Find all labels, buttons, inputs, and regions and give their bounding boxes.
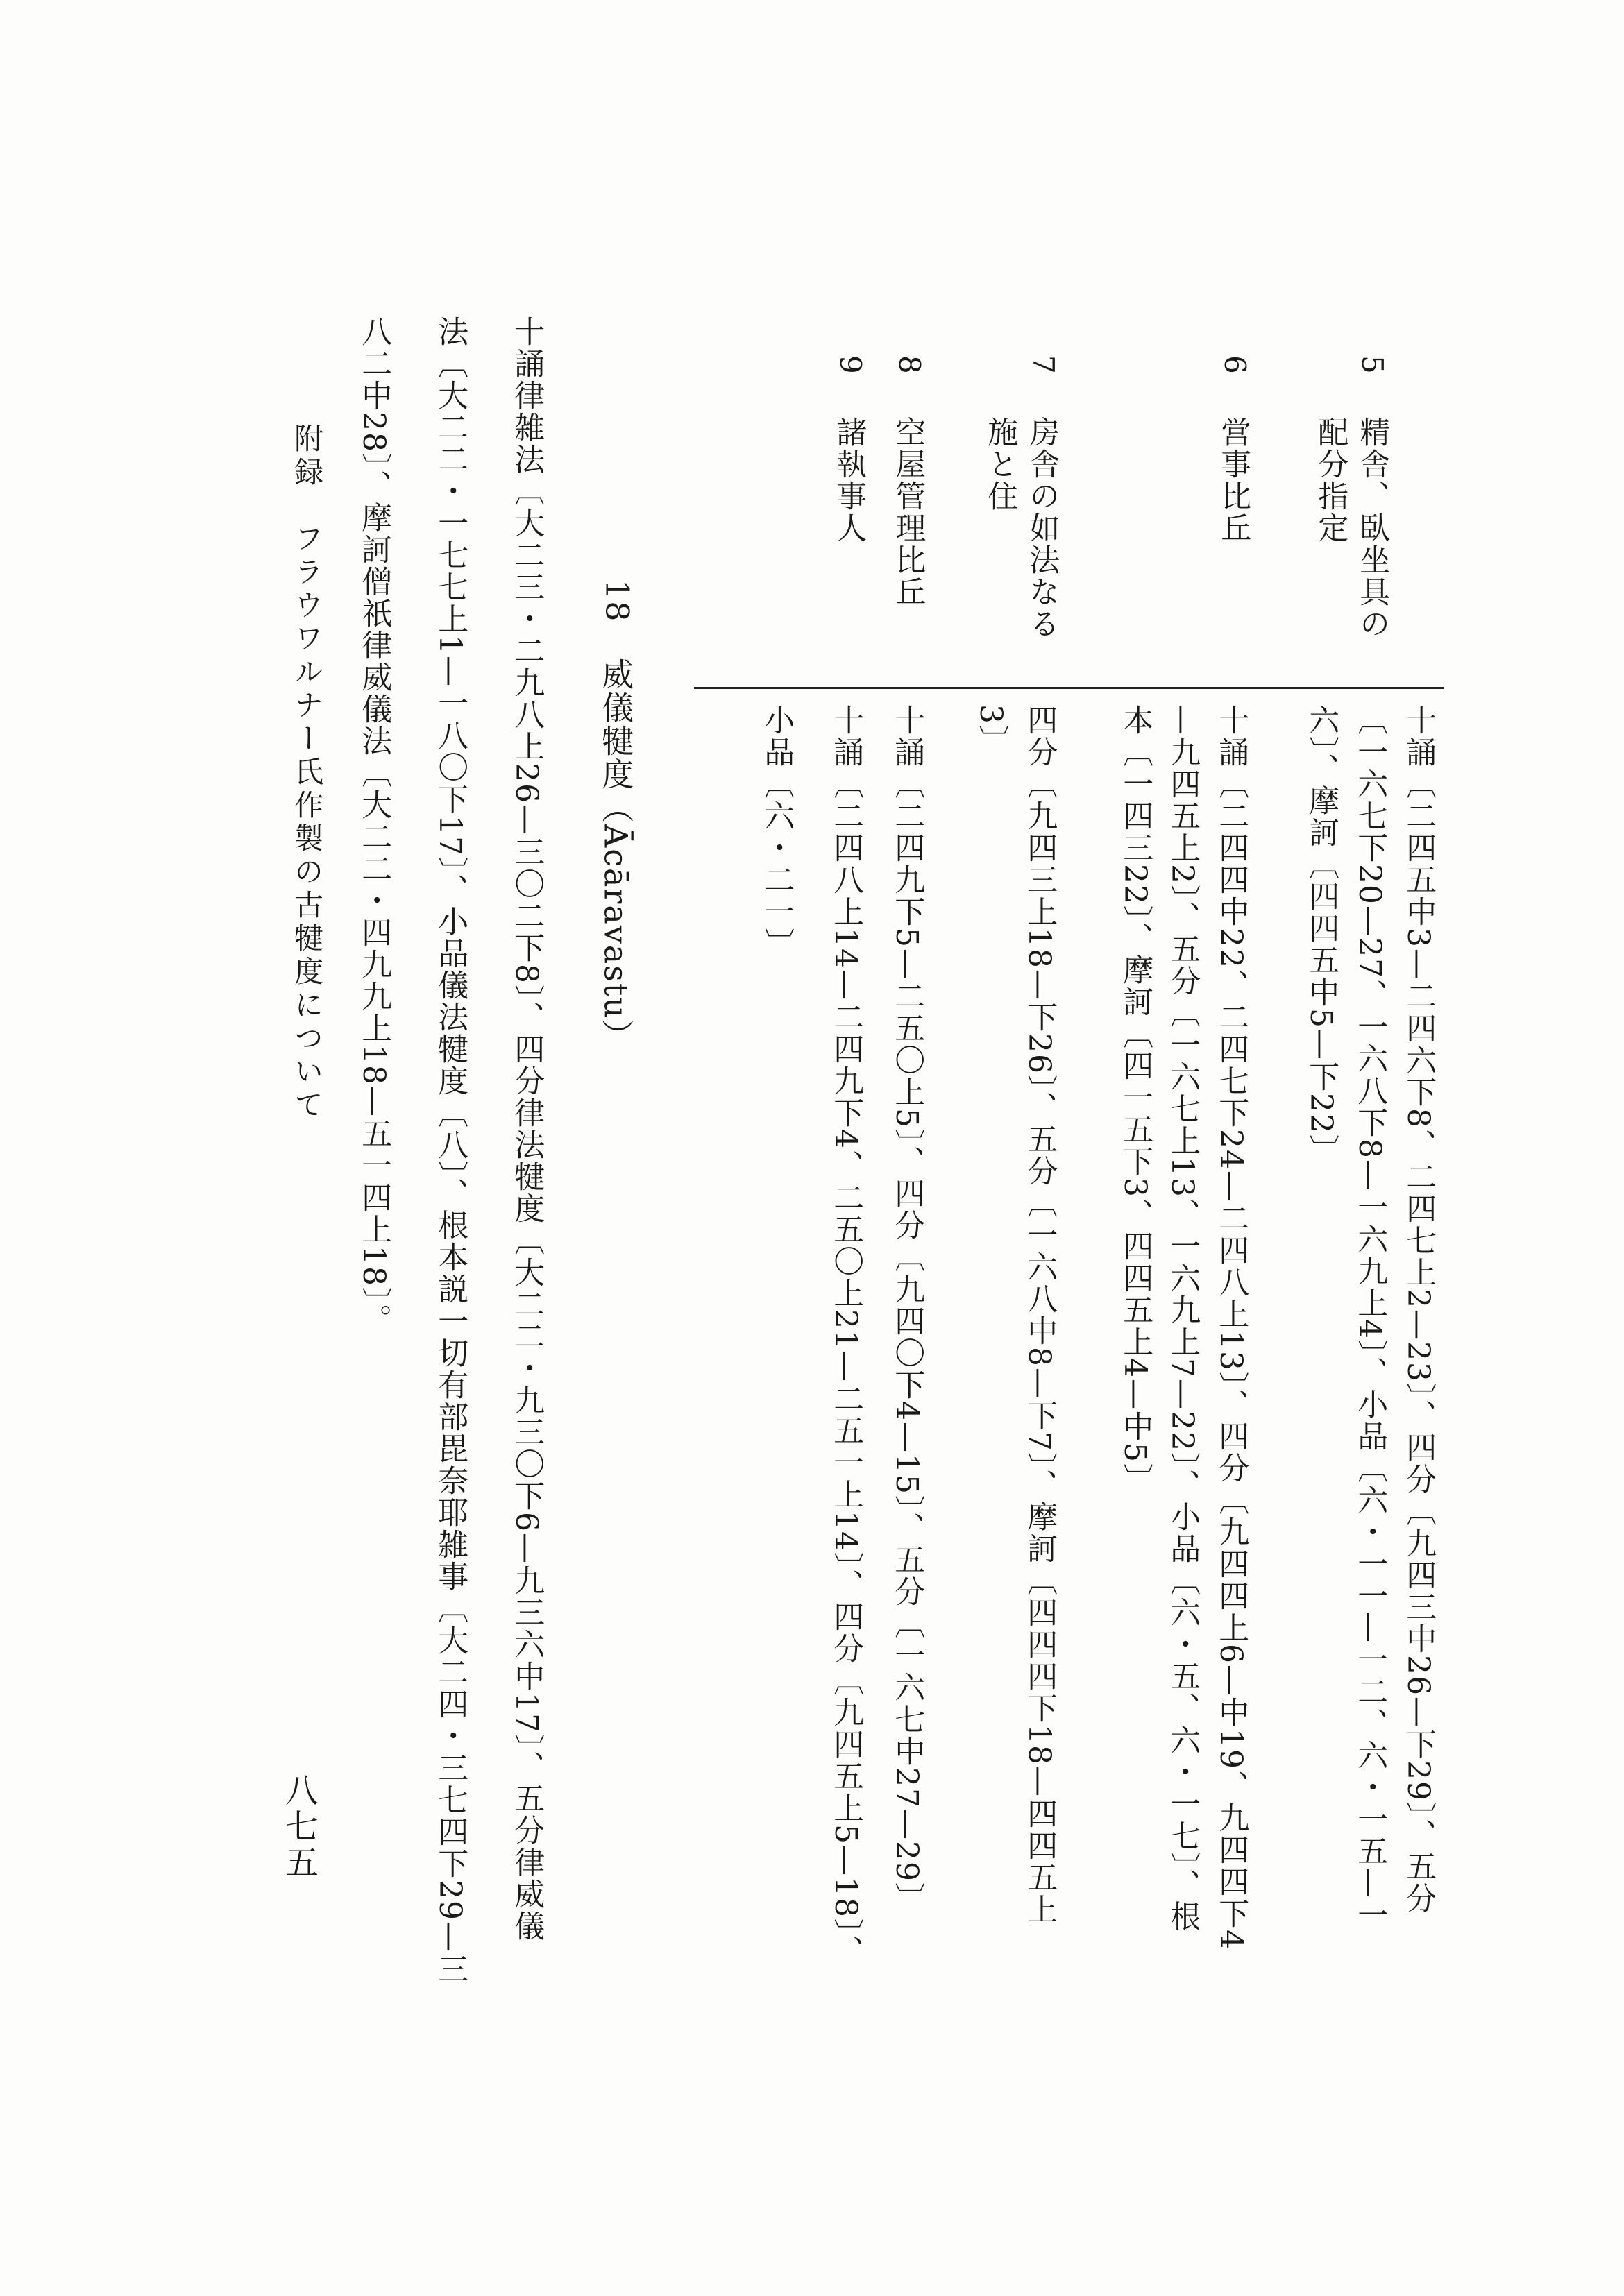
reference-line: 〔一六七下20—27、一六八下8—一六九上4〕、小品〔六・一一—一二、六・一五—一 (1352, 704, 1388, 1931)
divider-rule (694, 687, 1444, 689)
reference-line: 十誦〔二四四中22、二四七下24—二四八上13〕、四分〔九四四上6—中19、九四四下4 (1213, 704, 1249, 1950)
body-line: 八二中28〕、摩訶僧祇律威儀法〔大二二・四九九上18—五一四上18〕。 (356, 316, 392, 1336)
section-number: 18 (598, 579, 636, 623)
reference-line: 3〕 (973, 704, 1009, 757)
item-number: 6 (1218, 355, 1253, 375)
item-title: 諸執事人 (831, 416, 867, 544)
reference-line: —九四五上2〕、五分〔一六七上13、一六九上7—22〕、小品〔六・五、六・一七〕、根 (1165, 704, 1201, 1932)
running-head: 附録 フラウワルナー氏作製の古犍度について (290, 423, 325, 1123)
reference-line: 小品〔六・二一〕 (759, 704, 795, 960)
item-number: 5 (1355, 355, 1390, 375)
item-title: 営事比丘 (1215, 416, 1251, 544)
reference-line: 六〕、摩訶〔四四五中5—下22〕 (1303, 704, 1339, 1166)
reference-line: 十誦〔二四八上14—二四九下4、二五〇上21—二五一上14〕、四分〔九四五上5—18〕、 (828, 704, 864, 1967)
item-number: 8 (893, 355, 927, 375)
page-number: 八七五 (279, 1773, 319, 1881)
reference-line: 本〔一四三22〕、摩訶〔四一五下3、四四五上4—中5〕 (1117, 704, 1153, 1495)
section-title: 威儀犍度（Ācāravastu） (597, 658, 635, 1053)
item-title: 配分指定 (1312, 416, 1348, 544)
item-number: 7 (1026, 355, 1061, 375)
reference-line: 四分〔九四三上18—下26〕、五分〔一六八中8—下7〕、摩訶〔四四四下18—四四五上 (1022, 704, 1058, 1925)
item-title: 房舎の如法なる (1024, 416, 1060, 640)
item-number: 9 (834, 355, 868, 375)
item-title: 施と住 (982, 416, 1018, 512)
reference-line: 十誦〔二四五中3—二四六下8、二四七上2—23〕、四分〔九四三中26—下29〕、五分 (1401, 704, 1437, 1914)
item-title: 空屋管理比丘 (890, 416, 926, 608)
reference-line: 十誦〔二四九下5—二五〇上5〕、四分〔九四〇下4—15〕、五分〔一六七中27—29〕 (889, 704, 925, 1914)
body-line: 法〔大二二・一七七上1—一八〇下17〕、小品儀法犍度〔八〕、根本説一切有部毘奈耶雑事〔大二四・三七四下29—三 (432, 316, 468, 1985)
body-line: 十誦律雑法〔大二三・二九八上26—三〇二下8〕、四分律法犍度〔大二二・九三〇下6—九三六中17〕、五分律威儀 (509, 316, 545, 1942)
item-title: 精舎、臥坐具の (1354, 416, 1390, 640)
